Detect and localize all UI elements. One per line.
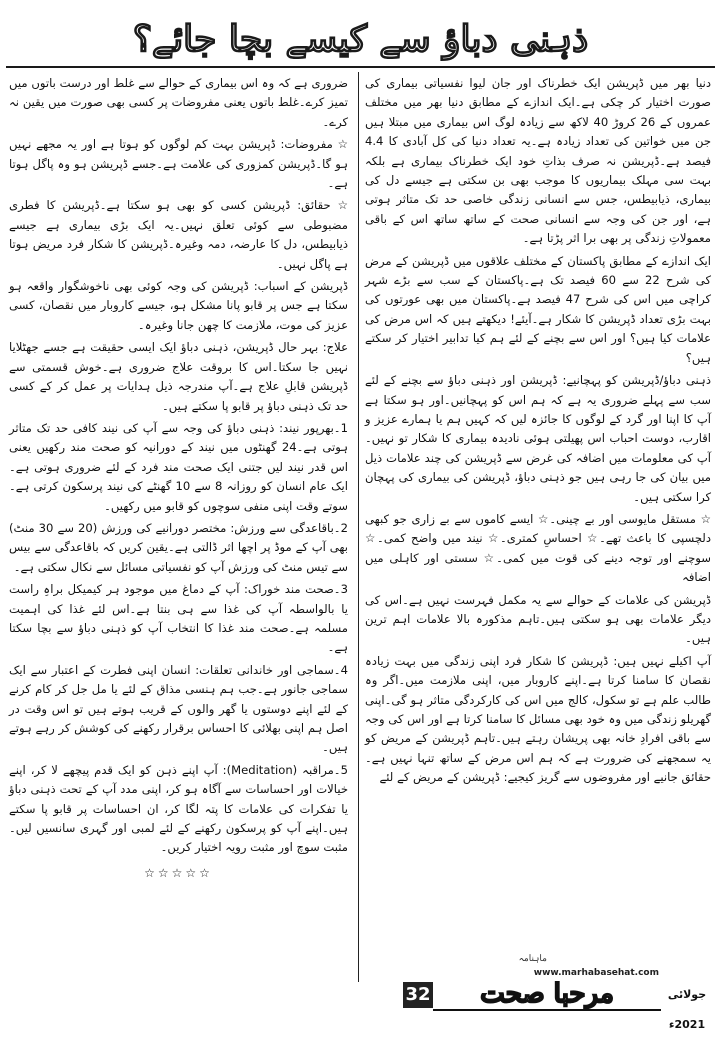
paragraph: آپ اکیلے نہیں ہیں: ڈپریشن کا شکار فرد اپنی زندگی میں بہت زیادہ نقصان کا سامنا کرتا ہے۔اپنے کاروبار میں، اپنی ملازمت میں۔اگر وہ طالب علم ہے تو سکول، کالج میں اس کی کارکردگی متاثر ہو گی۔اپنی گھریلو زندگی میں وہ خود بھی مسائل کا سامنا کرتا ہے اور اس کی وجہ سے باقی افرادِ خانہ بھی پریشان رہتے ہیں۔تاہم ڈپریشن کے مریض کو یہ سمجھنے کی ضرورت ہے کہ ہم اس مرض کے ساتھ تنہا نہیں ہے۔حقائق جانیے اور مفروضوں سے گریز کیجیے: ڈپریشن کے مریض کے لئے bbox=[365, 653, 711, 785]
magazine-url[interactable]: www.marhabasehat.com bbox=[533, 968, 659, 978]
paragraph: 1۔بھرپور نیند: ذہنی دباؤ کی وجہ سے آپ کی نیند کافی حد تک متاثر ہوتی ہے۔24 گھنٹوں میں نیند کے دورانیہ کو صحت مند رکھیں یعنی اس قدر نیند لیں جتنی ایک صحت مند فرد کے لئے ضروری ہوتی ہے۔ایک عام انسان کو روزانہ 8 سے 10 گھنٹے کی نیند پرسکون کرتی ہے۔سوتے وقت اپنی منفی سوچوں کو قابو میں رکھیں۔ bbox=[9, 420, 348, 513]
paragraph: ایک اندازے کے مطابق پاکستان کے مختلف علاقوں میں ڈپریشن کے مرض کی شرح 22 سے 60 فیصد تک ہے۔پاکستان کے سب سے بڑے شہر کراچی میں اس کی شرح 47 فیصد ہے۔پاکستان میں بھی عورتوں کی بہت بڑی تعداد ڈپریشن کا شکار ہے۔آیئے! دیکھتے ہیں کہ اس مرض کی علامات کیا ہیں؟ اور اس سے بچنے کے لئے ہم کیا تدابیر اختیار کر سکتے ہیں؟ bbox=[365, 253, 711, 365]
title-underline bbox=[6, 66, 715, 68]
magazine-label: ماہنامہ bbox=[518, 954, 547, 964]
paragraph: 2۔باقاعدگی سے ورزش: مختصر دورانیے کی ورزش (20 سے 30 منٹ) بھی آپ کے موڈ پر اچھا اثر ڈالتی ہے۔یقین کریں کہ باقاعدگی سے بیس سے تیس منٹ کی ورزش آپ کو نفسیاتی مسائل سے نکال سکتی ہے۔ bbox=[9, 520, 348, 574]
paragraph: دنیا بھر میں ڈپریشن ایک خطرناک اور جان لیوا نفسیاتی بیماری کی صورت اختیار کر چکی ہے۔ایک اندازے کے مطابق دنیا بھر میں مختلف عمروں کے 26 کروڑ 40 لاکھ سے زیادہ لوگ اس بیماری میں مبتلا ہیں جن میں خواتین کی تعداد زیادہ ہے۔یہ تعداد دنیا کی کل آبادی کا 4.4 فیصد ہے۔ڈپریشن نہ صرف بذاتِ خود ایک خطرناک بیماری ہے بلکہ بہت سی مہلک بیماریوں کا موجب بھی بن سکتی ہے جیسے دل کی بیماری، ذیابیطس، جس سے انسانی زندگی خاصی حد تک متاثر ہوتی ہے، اور جن کی وجہ سے انسانی صحت کے ساتھ ساتھ اس کے باقی معمولاتِ زندگی پر بھی برا اثر پڑتا ہے۔ bbox=[365, 76, 711, 246]
article-title: ذہنی دباؤ سے کیسے بچا جائے؟ bbox=[132, 18, 589, 60]
paragraph: ڈپریشن کی علامات کے حوالے سے یہ مکمل فہرست نہیں ہے۔اس کی دیگر علامات بھی ہو سکتی ہیں۔تاہم مذکورہ بالا علامات اہم ترین ہیں۔ bbox=[365, 592, 711, 646]
column-divider bbox=[358, 72, 359, 982]
magazine-logo: مرحبا صحت bbox=[480, 979, 614, 1009]
paragraph: ذہنی دباؤ/ڈپریشن کو پہچانیے: ڈپریشن اور ذہنی دباؤ سے بچنے کے لئے سب سے پہلے ضروری یہ ہے کہ ہم اس کو پہچانیں۔اور ہو سکتا ہے آپ کا اپنا اور گرد کے لوگوں کا جائزہ لیں کہ کہیں ہم یا ہمارے عزیز و اقارب، دوست احباب اس پھیلتی ہوئی نادیدہ بیماری کا شکار تو نہیں۔آپ کی معلومات میں اضافہ کی غرض سے ڈپریشن کی چند علامات ذیل میں بیان کی جا رہی ہیں جو ذہنی دباؤ، ڈپریشن کی بیماری کی پہچان کرا سکتی ہیں۔ bbox=[365, 373, 711, 504]
paragraph: ضروری ہے کہ وہ اس بیماری کے حوالے سے غلط اور درست باتوں میں تمیز کرے۔غلط باتوں یعنی مفروضات پر کسی بھی صورت میں یقین نہ کرے۔ bbox=[9, 76, 348, 129]
issue-date: جولائی 2021ء bbox=[667, 988, 707, 1031]
end-stars: ☆☆☆☆☆ bbox=[144, 865, 213, 880]
right-column bbox=[365, 74, 711, 791]
paragraph: ☆ مستقل مایوسی اور بے چینی۔☆ ایسے کاموں سے بے زاری جو کبھی دلچسپی کا باعث تھے۔☆ احساسِ کمتری۔☆ نیند میں واضح کمی۔☆ سوچنے اور توجہ دینے کی قوت میں کمی۔☆ سستی اور کاہلی میں اضافہ bbox=[365, 511, 711, 585]
page-number: 32 bbox=[403, 982, 433, 1008]
magazine-footer bbox=[353, 954, 713, 1031]
left-column bbox=[9, 74, 348, 883]
paragraph: ☆ مفروضات: ڈپریشن بہت کم لوگوں کو ہوتا ہے اور یہ مجھے نہیں ہو گا۔ڈپریشن کمزوری کی علامت ہے۔جسے ڈپریشن ہو وہ پاگل ہوتا ہے۔ bbox=[9, 137, 348, 191]
paragraph: 5۔مراقبہ (Meditation): آپ اپنے ذہن کو ایک قدم پیچھے لا کر، اپنے خیالات اور احساسات سے آگاہ ہو کر، اپنی مدد آپ کے تحت ذہنی دباؤ یا تفکرات کی علامات کا پتہ لگا کر، ان احساسات پر قابو پا سکتے ہیں۔اپنے آپ کو پرسکون رکھنے کے لئے لمبی اور گہری سانسیں لیں۔مثبت سوچ اور مثبت رویہ اختیار کریں۔ bbox=[9, 762, 348, 855]
paragraph: علاج: بہر حال ڈپریشن، ذہنی دباؤ ایک ایسی حقیقت ہے جسے جھٹلایا نہیں جا سکتا۔اس کا بروقت علاج ضروری ہے۔خوش قسمتی سے ڈپریشن قابلِ علاج ہے۔آپ مندرجہ ذیل ہدایات پر عمل کر کے کسی حد تک ذہنی دباؤ پر قابو پا سکتے ہیں۔ bbox=[9, 340, 348, 413]
logo-underline bbox=[433, 1009, 661, 1011]
paragraph: 4۔سماجی اور خاندانی تعلقات: انسان اپنی فطرت کے اعتبار سے ایک سماجی جانور ہے۔جب ہم ہنسی مذاق کے لئے یا مل جل کر کام کرنے کے لئے اپنے دوستوں یا گھر والوں کے قریب ہوتے ہیں تو اس وقت در اصل ہم اپنی بھلائی کا احساس برقرار رکھنے کی کوشش کر رہے ہوتے ہیں۔ bbox=[9, 662, 348, 755]
paragraph: ☆ حقائق: ڈپریشن کسی کو بھی ہو سکتا ہے۔ڈپریشن کا فطری مضبوطی سے کوئی تعلق نہیں۔یہ ایک بڑی بیماری ہے جیسے ذیابیطس، دل کا عارضہ، دمہ وغیرہ۔ڈپریشن کا شکار فرد مریض ہوتا ہے پاگل نہیں۔ bbox=[9, 198, 348, 271]
paragraph: ڈپریشن کے اسباب: ڈپریشن کی وجہ کوئی بھی ناخوشگوار واقعہ ہو سکتا ہے جس پر قابو پانا مشکل ہو، جیسے کاروبار میں نقصان، کسی عزیز کی موت، ملازمت کا چھن جانا وغیرہ۔ bbox=[9, 279, 348, 332]
paragraph: 3۔صحت مند خوراک: آپ کے دماغ میں موجود ہر کیمیکل براہِ راست یا بالواسطہ آپ کی غذا سے ہی بنتا ہے۔اس لئے غذا کی اہمیت مسلمہ ہے۔صحت مند غذا کا انتخاب آپ کو ذہنی دباؤ سے بچا سکتا ہے۔ bbox=[9, 582, 348, 655]
